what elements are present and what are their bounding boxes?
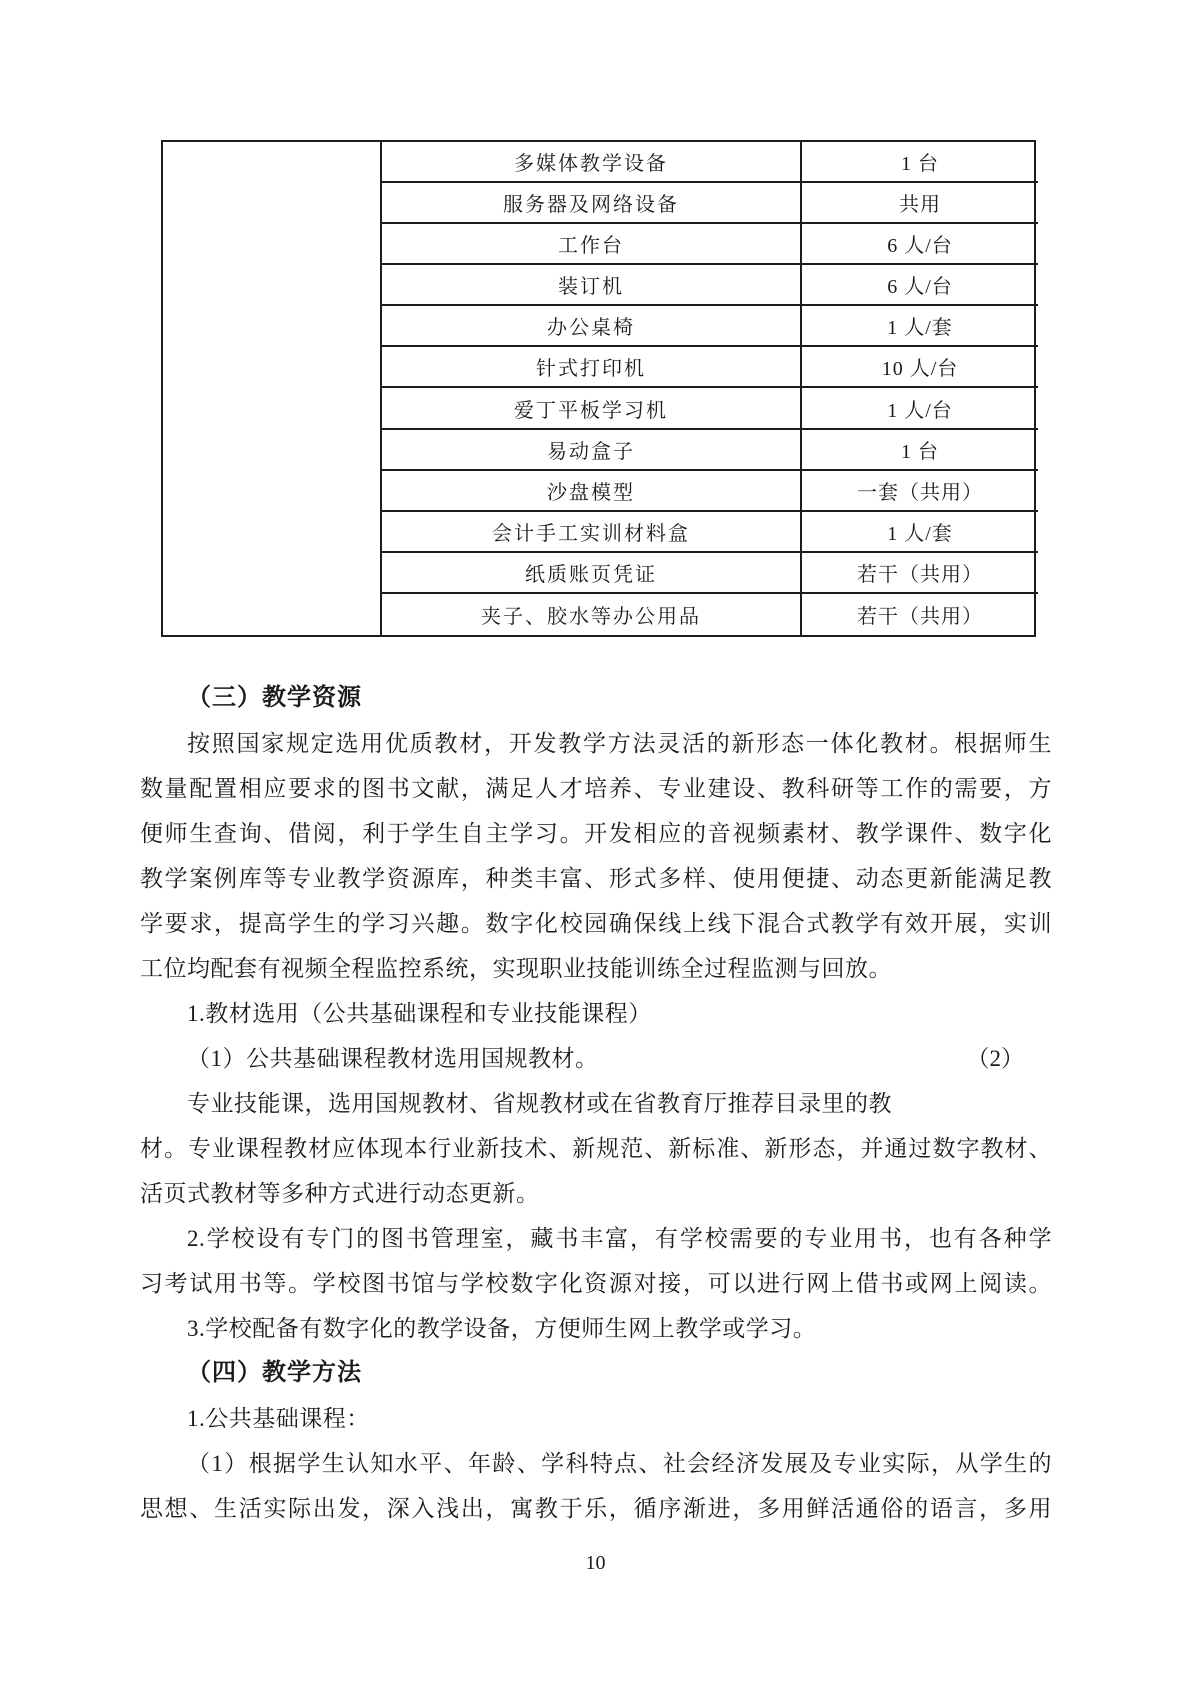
body-line: 数量配置相应要求的图书文献，满足人才培养、专业建设、教科研等工作的需要，方 bbox=[140, 776, 1052, 801]
section-heading-teaching-resources: （三）教学资源 bbox=[187, 685, 362, 711]
table-cell-qty: 若干（共用） bbox=[800, 553, 1038, 594]
body-line: （1）根据学生认知水平、年龄、学科特点、社会经济发展及专业实际，从学生的 bbox=[187, 1451, 1052, 1476]
table-cell-item: 办公桌椅 bbox=[382, 306, 800, 347]
table-cell-qty: 一套（共用） bbox=[800, 471, 1038, 512]
table-cell-item: 多媒体教学设备 bbox=[382, 142, 800, 183]
body-line: 活页式教材等多种方式进行动态更新。 bbox=[140, 1181, 540, 1206]
body-line: 工位均配套有视频全程监控系统，实现职业技能训练全过程监测与回放。 bbox=[140, 956, 892, 981]
table-cell-item: 会计手工实训材料盒 bbox=[382, 512, 800, 553]
body-line: 教学案例库等专业教学资源库，种类丰富、形式多样、使用便捷、动态更新能满足教 bbox=[140, 866, 1052, 891]
body-line: 3.学校配备有数字化的教学设备，方便师生网上教学或学习。 bbox=[187, 1316, 817, 1341]
body-line: 思想、生活实际出发，深入浅出，寓教于乐，循序渐进，多用鲜活通俗的语言，多用 bbox=[140, 1496, 1052, 1521]
table-cell-qty: 6 人/台 bbox=[800, 265, 1038, 306]
equipment-table bbox=[161, 140, 1036, 637]
body-line: 学要求，提高学生的学习兴趣。数字化校园确保线上线下混合式教学有效开展，实训 bbox=[140, 911, 1052, 936]
body-line: 材。专业课程教材应体现本行业新技术、新规范、新标准、新形态，并通过数字教材、 bbox=[140, 1136, 1052, 1161]
table-cell-qty: 1 人/套 bbox=[800, 306, 1038, 347]
table-cell-qty: 1 人/台 bbox=[800, 388, 1038, 429]
table-cell-item: 易动盒子 bbox=[382, 430, 800, 471]
body-line: 专业技能课，选用国规教材、省规教材或在省教育厅推荐目录里的教 bbox=[187, 1091, 892, 1116]
body-line: 按照国家规定选用优质教材，开发教学方法灵活的新形态一体化教材。根据师生 bbox=[187, 731, 1052, 756]
body-line: 1.公共基础课程： bbox=[187, 1406, 370, 1431]
section-heading-teaching-methods: （四）教学方法 bbox=[187, 1360, 362, 1386]
table-cell-item: 工作台 bbox=[382, 224, 800, 265]
table-cell-qty: 1 台 bbox=[800, 142, 1038, 183]
table-cell-item: 针式打印机 bbox=[382, 347, 800, 388]
table-merged-category-cell bbox=[163, 142, 382, 635]
body-line: 2.学校设有专门的图书管理室，藏书丰富，有学校需要的专业用书，也有各种学 bbox=[187, 1226, 1052, 1251]
table-cell-qty: 1 人/套 bbox=[800, 512, 1038, 553]
table-cell-qty: 10 人/台 bbox=[800, 347, 1038, 388]
body-line: 便师生查询、借阅，利于学生自主学习。开发相应的音视频素材、教学课件、数字化 bbox=[140, 821, 1052, 846]
table-cell-item: 纸质账页凭证 bbox=[382, 553, 800, 594]
page-number: 10 bbox=[585, 1552, 606, 1574]
table-cell-item: 夹子、胶水等办公用品 bbox=[481, 605, 701, 628]
line-text: （1）公共基础课程教材选用国规教材。 bbox=[187, 1046, 599, 1071]
body-line: 习考试用书等。学校图书馆与学校数字化资源对接，可以进行网上借书或网上阅读。 bbox=[140, 1271, 1052, 1296]
document-body bbox=[140, 676, 1052, 1531]
body-line: 1.教材选用（公共基础课程和专业技能课程） bbox=[187, 1001, 652, 1026]
body-line bbox=[140, 1036, 1052, 1081]
table-cell-qty: 1 台 bbox=[800, 430, 1038, 471]
table-cell-qty: 共用 bbox=[800, 183, 1038, 224]
table-cell-item: 服务器及网络设备 bbox=[382, 183, 800, 224]
table-cell-item: 沙盘模型 bbox=[382, 471, 800, 512]
table-cell-item: 爱丁平板学习机 bbox=[382, 388, 800, 429]
table-cell-qty: 若干（共用） bbox=[800, 594, 1038, 635]
table-cell-qty: 6 人/台 bbox=[800, 224, 1038, 265]
table-cell-item: 装订机 bbox=[382, 265, 800, 306]
revision-mark: （2） bbox=[966, 1046, 1024, 1071]
